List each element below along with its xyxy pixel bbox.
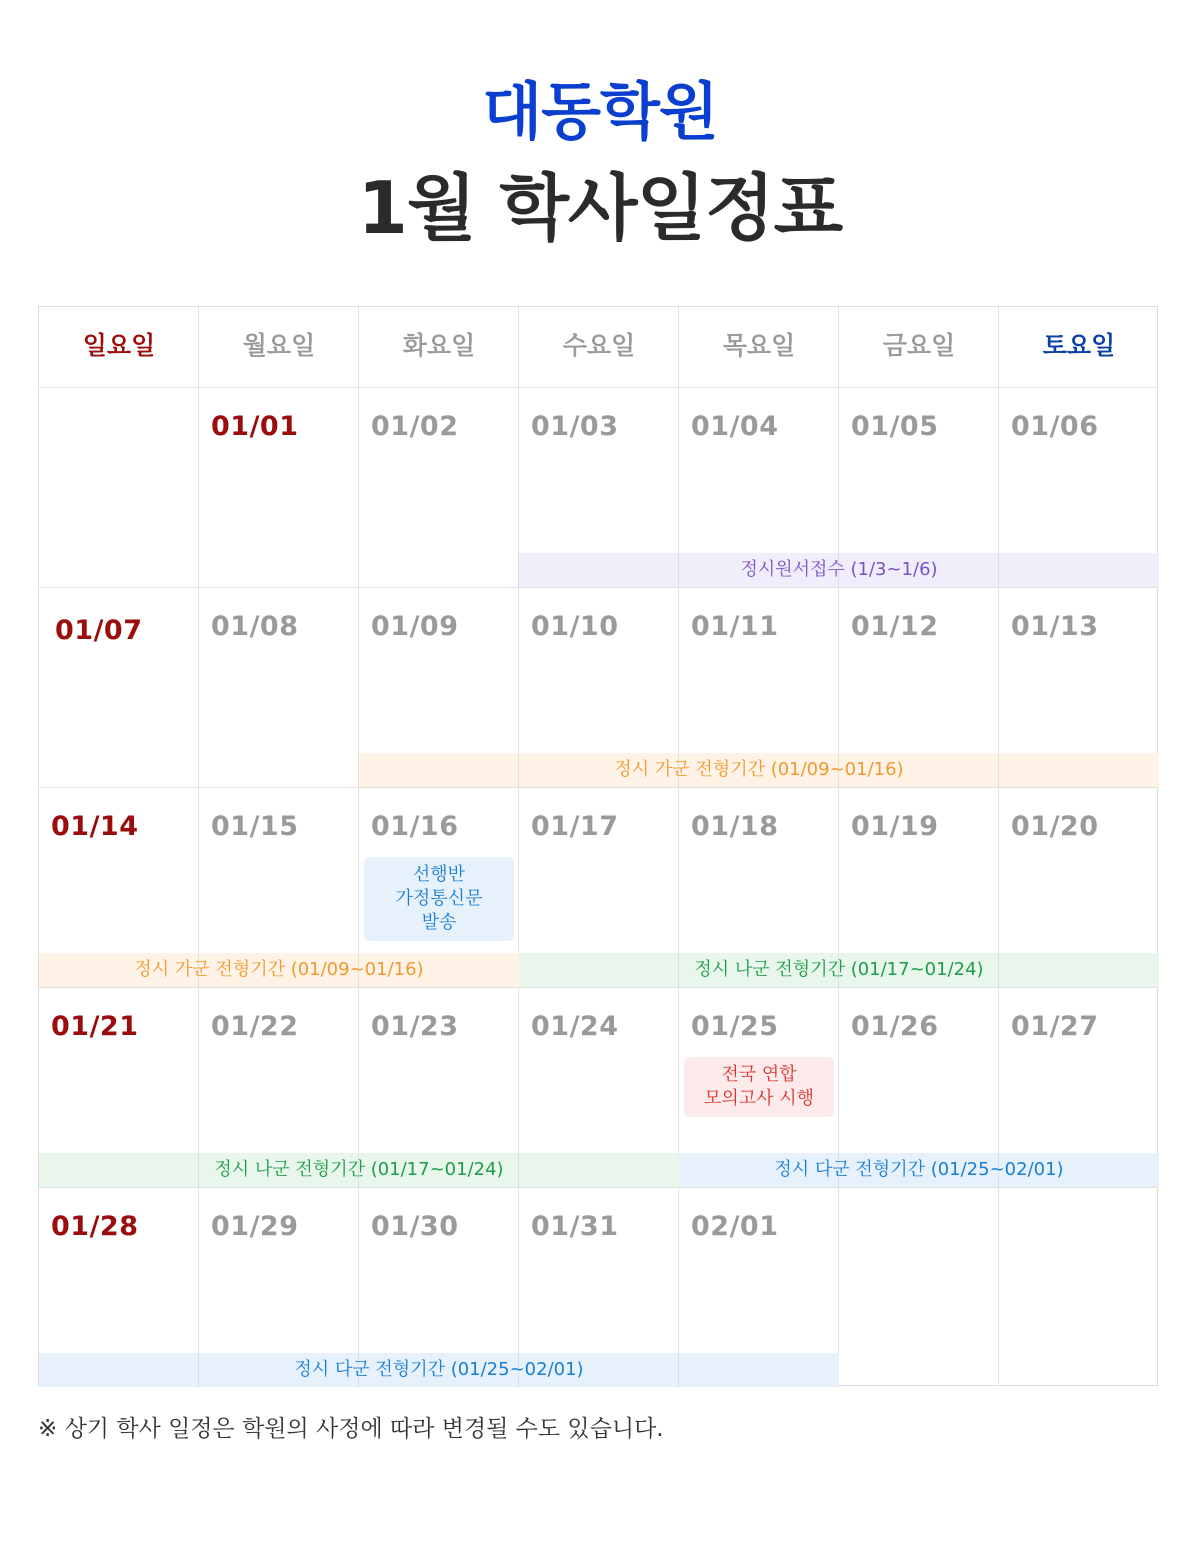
date-label: 01/25 [691, 1011, 779, 1042]
bar-cell-divider [518, 753, 519, 787]
period-bar [39, 1153, 679, 1187]
date-label: 01/30 [371, 1211, 459, 1242]
period-bar-label: 정시 나군 전형기간 (01/17~01/24) [694, 959, 984, 980]
footer-note: ※ 상기 학사 일정은 학원의 사정에 따라 변경될 수도 있습니다. [38, 1416, 664, 1442]
date-label: 01/18 [691, 811, 779, 842]
date-label: 01/03 [531, 411, 619, 442]
period-bar [39, 1353, 839, 1387]
date-label: 01/09 [371, 611, 459, 642]
calendar-grid [38, 306, 1158, 1386]
date-label: 01/15 [211, 811, 299, 842]
grid-column-divider [198, 307, 199, 1385]
bar-cell-divider [678, 953, 679, 987]
bar-cell-divider [678, 1353, 679, 1387]
event-note-line: 전국 연합 [721, 1064, 797, 1085]
grid-column-divider [998, 307, 999, 1385]
bar-cell-divider [998, 553, 999, 587]
date-label: 01/11 [691, 611, 779, 642]
grid-row-divider [39, 987, 1157, 988]
period-bar-label: 정시 다군 전형기간 (01/25~02/01) [774, 1159, 1064, 1180]
period-bar [519, 953, 1159, 987]
bar-cell-divider [998, 953, 999, 987]
date-label: 01/10 [531, 611, 619, 642]
period-bar-label: 정시원서접수 (1/3~1/6) [740, 559, 938, 580]
weekday-header: 화요일 [402, 331, 476, 360]
bar-cell-divider [678, 553, 679, 587]
date-label: 01/02 [371, 411, 459, 442]
event-note-line: 선행반 [412, 864, 466, 885]
weekday-header: 일요일 [82, 331, 156, 360]
weekday-header: 토요일 [1042, 331, 1116, 360]
date-label: 01/22 [211, 1011, 299, 1042]
date-label: 01/12 [851, 611, 939, 642]
date-label: 01/01 [211, 411, 299, 442]
grid-column-divider [678, 307, 679, 1385]
event-note-line: 모의고사 시행 [703, 1088, 815, 1109]
grid-row-divider [39, 1187, 1157, 1188]
date-label: 01/20 [1011, 811, 1099, 842]
bar-cell-divider [198, 1353, 199, 1387]
period-bar-label: 정시 가군 전형기간 (01/09~01/16) [614, 759, 904, 780]
date-label: 01/31 [531, 1211, 619, 1242]
event-note-line: 가정통신문 [395, 888, 483, 909]
date-label: 01/29 [211, 1211, 299, 1242]
date-label: 01/13 [1011, 611, 1099, 642]
period-bar [679, 1153, 1159, 1187]
date-label: 01/28 [51, 1211, 139, 1242]
date-label: 01/04 [691, 411, 779, 442]
period-bar [519, 553, 1159, 587]
date-label: 02/01 [691, 1211, 779, 1242]
date-label: 01/17 [531, 811, 619, 842]
date-label: 01/24 [531, 1011, 619, 1042]
weekday-header: 수요일 [562, 331, 636, 360]
page-title: 1월 학사일정표 [357, 166, 843, 250]
date-label: 01/19 [851, 811, 939, 842]
date-label: 01/07 [55, 615, 143, 646]
date-label: 01/23 [371, 1011, 459, 1042]
date-label: 01/06 [1011, 411, 1099, 442]
weekday-header: 월요일 [242, 331, 316, 360]
weekday-header: 금요일 [882, 331, 956, 360]
grid-row-divider [39, 387, 1157, 388]
date-label: 01/08 [211, 611, 299, 642]
grid-column-divider [518, 307, 519, 1385]
period-bar-label: 정시 다군 전형기간 (01/25~02/01) [294, 1359, 584, 1380]
date-label: 01/16 [371, 811, 459, 842]
bar-cell-divider [518, 1153, 519, 1187]
event-note [684, 1057, 834, 1117]
date-label: 01/26 [851, 1011, 939, 1042]
date-label: 01/05 [851, 411, 939, 442]
period-bar-label: 정시 가군 전형기간 (01/09~01/16) [134, 959, 424, 980]
weekday-header: 목요일 [722, 331, 796, 360]
event-note-line: 발송 [421, 912, 457, 933]
bar-cell-divider [198, 1153, 199, 1187]
date-label: 01/21 [51, 1011, 139, 1042]
period-bar-label: 정시 나군 전형기간 (01/17~01/24) [214, 1159, 504, 1180]
grid-column-divider [358, 307, 359, 1385]
grid-column-divider [838, 307, 839, 1385]
academy-name: 대동학원 [482, 75, 718, 148]
bar-cell-divider [998, 753, 999, 787]
period-bar [359, 753, 1159, 787]
date-label: 01/14 [51, 811, 139, 842]
grid-row-divider [39, 587, 1157, 588]
period-bar [39, 953, 519, 987]
date-label: 01/27 [1011, 1011, 1099, 1042]
event-note [364, 857, 514, 941]
grid-row-divider [39, 787, 1157, 788]
